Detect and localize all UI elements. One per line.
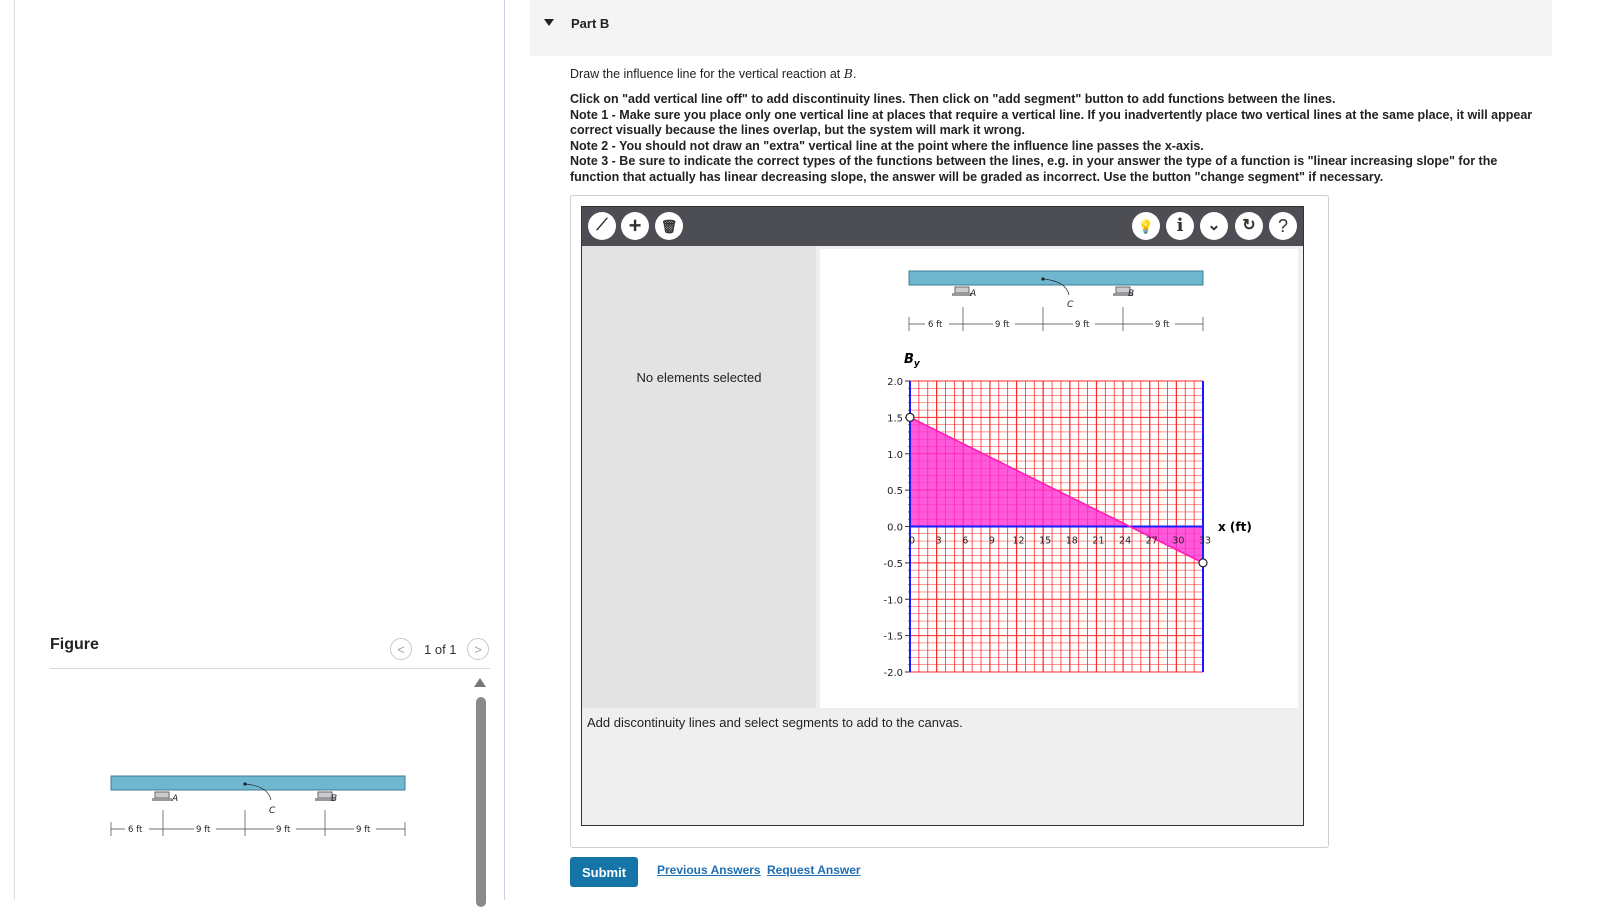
- delete-button[interactable]: [655, 212, 683, 240]
- segment-endpoint: [906, 413, 914, 421]
- panel-border: [504, 0, 505, 900]
- support-a-icon: [952, 287, 972, 296]
- trash-icon: 🗑: [660, 218, 678, 234]
- selection-sidebar: [582, 246, 816, 708]
- span-label: 9 ft: [196, 825, 211, 835]
- support-a-icon: [152, 792, 172, 801]
- info-button[interactable]: [1166, 212, 1194, 240]
- x-tick-label: 3: [935, 535, 942, 547]
- help-icon: ?: [1277, 216, 1288, 236]
- x-tick-label: 18: [1065, 535, 1078, 547]
- x-tick-label: 6: [962, 535, 969, 547]
- span-label: 9 ft: [1075, 320, 1090, 330]
- beam-body: [111, 776, 405, 790]
- hint-button[interactable]: [1132, 212, 1160, 240]
- x-tick-label: 21: [1092, 535, 1105, 547]
- point-c-label: C: [269, 806, 276, 816]
- dropdown-button[interactable]: [1200, 212, 1228, 240]
- collapse-caret-icon[interactable]: [544, 19, 554, 26]
- x-tick-label: 24: [1119, 535, 1132, 547]
- beam-body: [909, 271, 1203, 285]
- x-tick-label: 30: [1172, 535, 1185, 547]
- add-segment-icon: +: [628, 213, 642, 238]
- instruction-line: Click on "add vertical line off" to add discontinuity lines. Then click on "add segment" button to add functions between the lines.: [570, 92, 1336, 106]
- y-tick-label: -2.0: [883, 668, 903, 679]
- figure-pager-text: 1 of 1: [424, 642, 457, 657]
- hint-bulb-icon: 💡: [1137, 218, 1155, 234]
- reset-icon: ↻: [1242, 217, 1256, 234]
- y-tick-label: -1.5: [883, 631, 903, 643]
- instruction-line: Note 1 - Make sure you place only one vertical line at places that require a vertical line. If you inadvertently place two vertical lines at the same place, it will appear correct visually because the lines overlap, but the system will mark it wrong.: [570, 107, 1533, 138]
- figure-next-button[interactable]: >: [467, 638, 489, 660]
- x-tick-label: 12: [1012, 535, 1025, 547]
- chevron-down-icon: ⌄: [1207, 217, 1221, 234]
- y-tick-label: 1.5: [887, 413, 903, 425]
- span-label: 6 ft: [128, 825, 143, 835]
- part-title: Part B: [571, 16, 610, 31]
- figure-prev-button[interactable]: <: [390, 638, 412, 660]
- status-message: Add discontinuity lines and select segments to add to the canvas.: [587, 715, 963, 730]
- request-answer-link[interactable]: Request Answer: [767, 863, 861, 877]
- add-segment-button[interactable]: [621, 212, 649, 240]
- span-label: 9 ft: [1155, 320, 1170, 330]
- support-b-label: B: [331, 794, 338, 804]
- x-tick-label: 9: [988, 535, 995, 547]
- instruction-line: Note 3 - Be sure to indicate the correct types of the functions between the lines, e.g. in your answer the type of a function is "linear increasing slope" for the function that actually has linear decreasing slope, the answer will be graded as incorrect. Use the button "change segment" if necessary.: [570, 154, 1498, 184]
- y-tick-label: -1.0: [883, 595, 903, 607]
- add-vertical-line-icon: ⟋: [596, 217, 608, 234]
- span-label: 9 ft: [995, 320, 1010, 330]
- instructions: [570, 92, 1550, 186]
- x-axis-label: x (ft): [1218, 520, 1252, 534]
- x-tick-label: 27: [1145, 535, 1158, 547]
- panel-border: [14, 0, 15, 900]
- span-label: 9 ft: [356, 825, 371, 835]
- y-tick-label: 0.0: [887, 522, 903, 534]
- figure-beam-diagram: [100, 770, 420, 850]
- figure-panel: [0, 0, 508, 900]
- previous-answers-link[interactable]: Previous Answers: [657, 863, 761, 877]
- scroll-up-arrow-icon[interactable]: [474, 678, 486, 687]
- y-tick-label: -0.5: [883, 558, 903, 570]
- support-b-label: B: [1128, 289, 1135, 299]
- x-tick-label: 0: [908, 535, 916, 547]
- y-tick-label: 2.0: [887, 377, 903, 388]
- y-axis-label: $B_y$: [904, 352, 920, 369]
- instruction-line: Note 2 - You should not draw an "extra" vertical line at the point where the influence line passes the x-axis.: [570, 138, 1204, 153]
- reset-button[interactable]: [1235, 212, 1263, 240]
- segment-endpoint: [1199, 559, 1207, 567]
- x-tick-label: 15: [1039, 535, 1052, 547]
- y-tick-label: 0.5: [887, 486, 903, 498]
- sidebar-message: No elements selected: [636, 370, 762, 385]
- figure-scrollbar[interactable]: [476, 697, 486, 907]
- question-text: Draw the influence line for the vertical reaction at B.: [570, 66, 857, 81]
- tool-toolbar: [582, 207, 1303, 246]
- part-header[interactable]: [530, 0, 1552, 56]
- add-vertical-line-button[interactable]: [588, 212, 616, 240]
- span-label: 6 ft: [928, 320, 943, 330]
- submit-button[interactable]: Submit: [570, 857, 638, 887]
- support-a-label: A: [970, 289, 977, 299]
- info-icon: i: [1176, 215, 1184, 236]
- span-label: 9 ft: [276, 825, 291, 835]
- x-tick-label: 33: [1198, 535, 1212, 547]
- support-a-label: A: [172, 794, 179, 804]
- point-c-label: C: [1067, 300, 1074, 310]
- figure-title: Figure: [50, 636, 99, 653]
- help-button[interactable]: [1269, 212, 1297, 240]
- canvas-beam-diagram: [900, 262, 1210, 338]
- influence-line-chart[interactable]: [860, 340, 1280, 685]
- y-tick-label: 1.0: [887, 449, 903, 461]
- figure-divider: [50, 668, 490, 669]
